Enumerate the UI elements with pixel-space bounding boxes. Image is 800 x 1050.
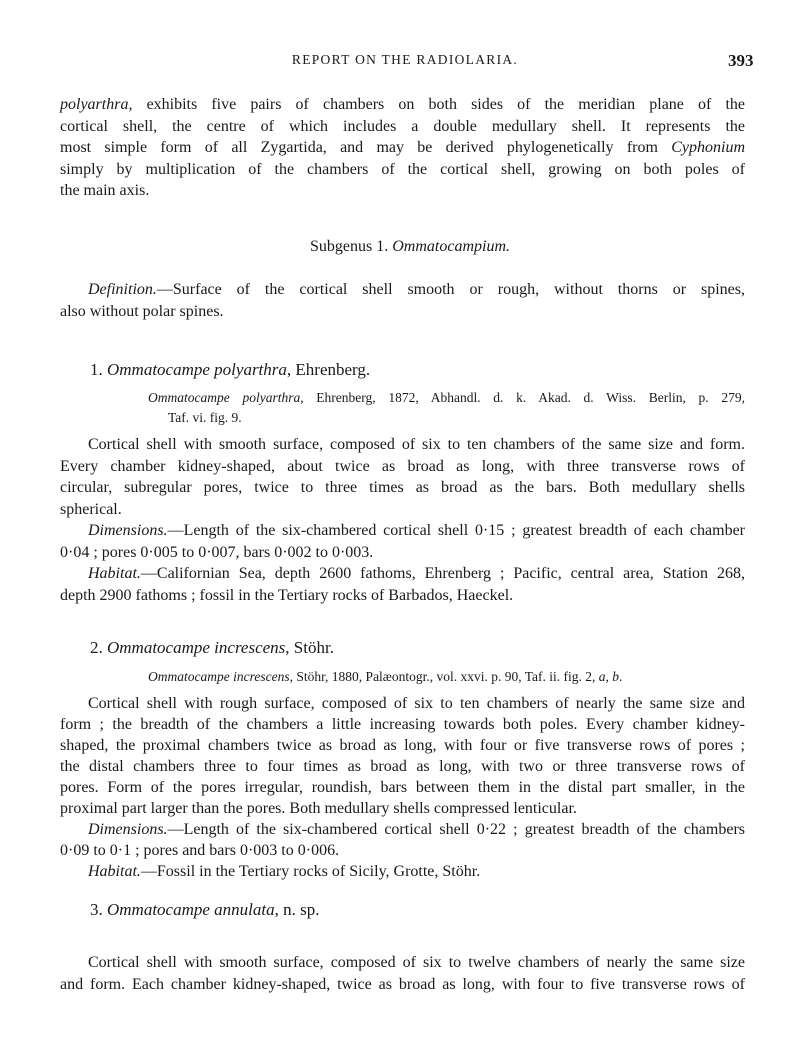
text-run: Cortical shell with smooth surface, composed of six to twelve chambers of nearly the same size <box>88 954 745 971</box>
italic-text-run: Ommatocampe polyarthra <box>148 390 301 405</box>
text-run: cortical shell, the centre of which includes a double medullary shell. It represents the <box>60 117 745 135</box>
text-run: form ; the breadth of the chambers a little increasing towards both poles. Every chamber kidney- <box>60 716 745 733</box>
paragraph <box>60 94 745 202</box>
text-run: —Fossil in the Tertiary rocks of Sicily, Grotte, Stöhr. <box>140 863 481 880</box>
italic-text-run: Ommatocampium. <box>392 238 510 255</box>
species-2-synonymy <box>148 667 745 687</box>
italic-text-run: Habitat. <box>88 565 141 582</box>
text-line <box>60 563 745 585</box>
text-line <box>60 756 745 777</box>
text-line <box>60 693 745 714</box>
text-line <box>60 456 745 478</box>
paragraph <box>60 520 745 563</box>
text-run: also without polar spines. <box>60 302 224 320</box>
text-run: , n. sp. <box>274 900 320 919</box>
paragraph <box>60 952 745 996</box>
text-line <box>60 137 745 159</box>
italic-text-run: polyarthra <box>60 96 129 113</box>
text-run: , Stöhr. <box>285 638 334 657</box>
paragraph <box>60 279 745 322</box>
text-line <box>60 520 745 542</box>
subgenus-heading <box>60 236 760 258</box>
text-run: —Length of the six-chambered cortical shell 0·22 ; greatest breadth of the chambers <box>167 821 745 838</box>
text-line <box>90 637 775 659</box>
text-line <box>60 735 745 756</box>
text-line <box>60 499 745 521</box>
text-line <box>60 714 745 735</box>
paragraph <box>60 861 745 882</box>
text-run: —Surface of the cortical shell smooth or rough, without thorns or spines, <box>156 281 745 298</box>
text-run: 0·04 ; pores 0·005 to 0·007, bars 0·002 to 0·003. <box>60 543 374 561</box>
text-run: , exhibits five pairs of chambers on both sides of the meridian plane of the <box>128 96 745 113</box>
paragraph <box>60 693 745 819</box>
text-line <box>60 477 745 499</box>
paragraph <box>90 637 775 659</box>
text-run: proximal part larger than the pores. Both medullary shells compressed lenticular. <box>60 800 577 817</box>
text-run: depth 2900 fathoms ; fossil in the Tertiary rocks of Barbados, Haeckel. <box>60 586 514 604</box>
species-2-heading <box>90 637 775 659</box>
text-line <box>90 899 775 921</box>
text-run: —Length of the six-chambered cortical shell 0·15 ; greatest breadth of each chamber <box>167 522 745 539</box>
italic-text-run: Ommatocampe annulata <box>107 900 275 919</box>
text-line <box>148 408 745 428</box>
text-line <box>60 840 745 861</box>
running-header: REPORT ON THE RADIOLARIA. <box>291 52 519 67</box>
text-line <box>60 974 745 996</box>
text-run: the distal chambers three to four times as broad as long, with two or three transverse rows of <box>60 758 745 775</box>
species-2-description <box>60 693 745 882</box>
text-line <box>60 180 745 202</box>
text-run: —Californian Sea, depth 2600 fathoms, Ehrenberg ; Pacific, central area, Station 268, <box>140 565 745 582</box>
italic-text-run: Ommatocampe increscens <box>148 669 290 684</box>
text-run: 3. <box>90 900 107 919</box>
italic-text-run: Ommatocampe polyarthra <box>107 360 287 379</box>
species-3-heading <box>90 899 775 921</box>
italic-text-run: Definition. <box>88 281 157 298</box>
text-run: , Stöhr, 1880, Palæontogr., vol. xxvi. p. 90, Taf. ii. fig. 2, <box>289 669 599 684</box>
text-run: Cortical shell with smooth surface, composed of six to ten chambers of the same size and form. <box>88 436 745 453</box>
text-line <box>60 542 745 564</box>
text-run: , Ehrenberg. <box>286 360 371 379</box>
text-run: Every chamber kidney-shaped, about twice as broad as long, with three transverse rows of <box>60 457 745 475</box>
paragraph <box>60 434 745 520</box>
text-line <box>60 94 745 116</box>
italic-text-run: b <box>612 669 619 684</box>
paragraph <box>60 819 745 861</box>
text-run: 1. <box>90 360 107 379</box>
text-run: 2. <box>90 638 107 657</box>
text-line <box>60 434 745 456</box>
paragraph <box>90 359 775 381</box>
text-run: 0·09 to 0·1 ; pores and bars 0·003 to 0·006. <box>60 842 340 859</box>
paragraph <box>60 236 760 258</box>
text-line <box>60 279 745 301</box>
italic-text-run: Dimensions. <box>88 821 168 838</box>
text-line <box>90 359 775 381</box>
species-3-description <box>60 952 745 996</box>
text-line <box>60 952 745 974</box>
text-line <box>60 777 745 798</box>
italic-text-run: Ommatocampe increscens <box>107 638 286 657</box>
paragraph <box>90 899 775 921</box>
page-number: 393 <box>728 51 754 70</box>
text-run: , <box>605 669 613 684</box>
intro-paragraph <box>60 94 745 202</box>
text-line <box>60 861 745 882</box>
text-run: . <box>619 669 623 684</box>
italic-text-run: a <box>598 669 606 684</box>
text-line <box>60 819 745 840</box>
text-run: circular, subregular pores, twice to three times as broad as the bars. Both medullary shells <box>60 479 745 496</box>
paragraph <box>148 388 745 428</box>
species-1-description <box>60 434 745 606</box>
text-line <box>60 159 745 181</box>
text-run: shaped, the proximal chambers twice as broad as long, with four or five transverse rows of pores ; <box>60 737 745 754</box>
text-run: , Ehrenberg, 1872, Abhandl. d. k. Akad. d. Wiss. Berlin, p. 279, <box>300 390 745 405</box>
text-run: simply by multiplication of the chambers of the cortical shell, growing on both poles of <box>60 160 745 178</box>
definition-paragraph <box>60 279 745 322</box>
species-1-heading <box>90 359 775 381</box>
italic-text-run: Dimensions. <box>88 522 168 539</box>
text-line <box>148 667 745 687</box>
text-run: the main axis. <box>60 182 150 199</box>
text-run: spherical. <box>60 500 122 518</box>
text-run: and form. Each chamber kidney-shaped, twice as broad as long, with four to five transverse rows of <box>60 976 745 993</box>
text-run: Subgenus 1. <box>310 238 393 255</box>
italic-text-run: Cyphonium <box>671 139 745 156</box>
text-line <box>60 798 745 819</box>
text-run: Cortical shell with rough surface, composed of six to ten chambers of nearly the same size and <box>88 695 745 712</box>
text-line <box>60 585 745 607</box>
text-run: most simple form of all Zygartida, and may be derived phylogenetically from <box>60 139 672 156</box>
italic-text-run: Habitat. <box>88 863 141 880</box>
species-1-synonymy <box>148 388 745 428</box>
text-line <box>60 301 745 323</box>
text-line <box>60 116 745 138</box>
text-run: Taf. vi. fig. 9. <box>168 410 242 425</box>
text-line <box>60 236 760 258</box>
text-run: pores. Form of the pores irregular, roundish, bars between them in the distal part smaller, in the <box>60 779 745 796</box>
paragraph <box>148 667 745 687</box>
text-line <box>148 388 745 408</box>
paragraph <box>60 563 745 606</box>
